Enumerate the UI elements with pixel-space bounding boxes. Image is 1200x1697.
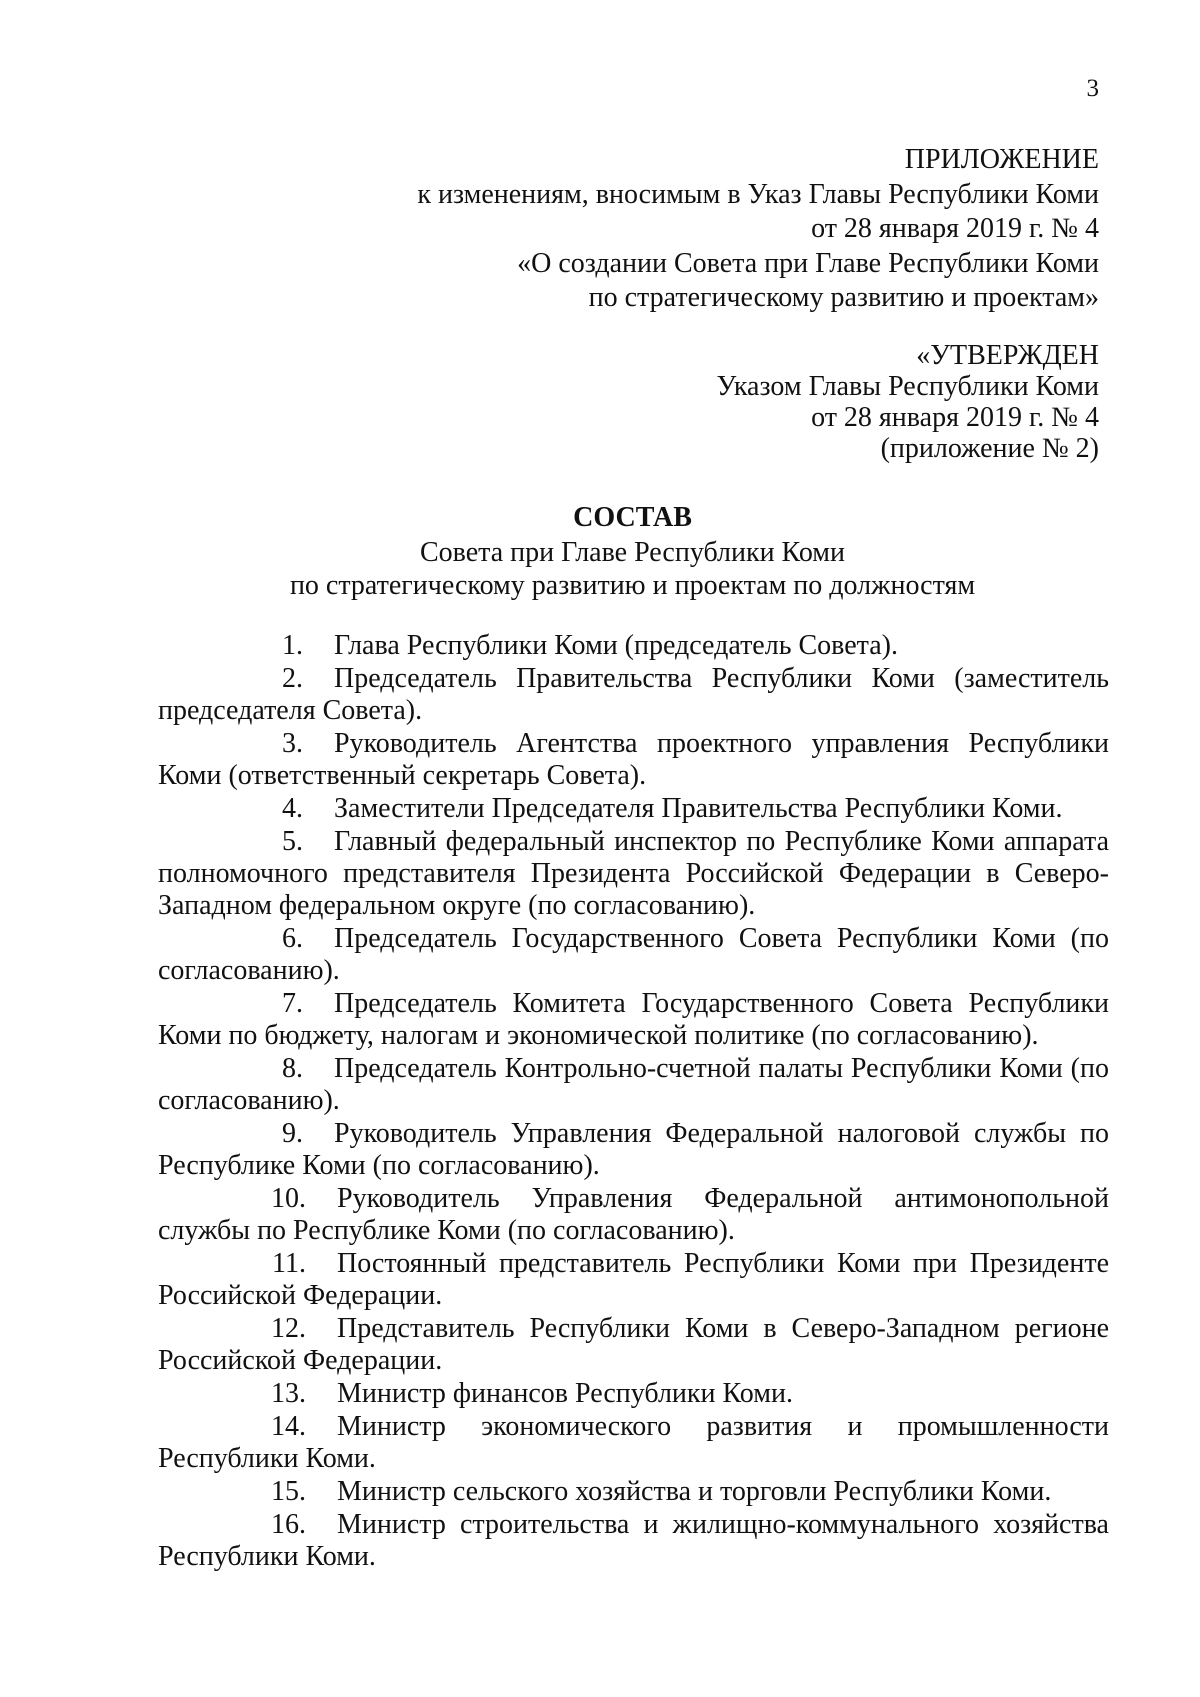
list-item-number: 16. xyxy=(271,1509,306,1540)
list-item-number: 4. xyxy=(282,793,303,824)
list-item-number: 6. xyxy=(282,923,303,954)
list-item-number: 3. xyxy=(282,728,303,759)
list-item xyxy=(158,1053,1109,1117)
list-item-number: 15. xyxy=(271,1476,306,1507)
list-item xyxy=(158,663,1109,727)
appendix-line: к изменениям, вносимым в Указ Главы Республики Коми xyxy=(417,178,1099,210)
composition-heading: СОСТАВ xyxy=(573,502,692,533)
list-item-number: 10. xyxy=(271,1183,306,1214)
appendix-line: от 28 января 2019 г. № 4 xyxy=(811,213,1099,245)
list-item xyxy=(158,1476,1109,1508)
list-item xyxy=(158,1509,1109,1573)
list-item-text: Глава Республики Коми (председатель Совета). xyxy=(334,630,898,661)
list-item xyxy=(158,1378,1109,1410)
list-item-text: Министр строительства и жилищно-коммунального хозяйства Республики Коми. xyxy=(158,1509,1109,1572)
composition-title xyxy=(0,500,1200,602)
list-item-text: Министр финансов Республики Коми. xyxy=(337,1378,793,1409)
list-item-number: 9. xyxy=(282,1118,303,1149)
approval-stamp xyxy=(717,340,1099,464)
approval-title: «УТВЕРЖДЕН xyxy=(916,340,1099,371)
list-item-text: Председатель Правительства Республики Коми (заместитель председателя Совета). xyxy=(158,663,1109,726)
list-item-text: Председатель Государственного Совета Республики Коми (по согласованию). xyxy=(158,923,1109,986)
list-item xyxy=(158,988,1109,1052)
list-item xyxy=(158,793,1109,825)
list-item-number: 5. xyxy=(282,826,303,857)
approval-line: от 28 января 2019 г. № 4 xyxy=(811,402,1099,433)
list-item xyxy=(158,1313,1109,1377)
list-item-number: 11. xyxy=(272,1248,306,1279)
list-item-text: Руководитель Агентства проектного управления Республики Коми (ответственный секретарь Совета). xyxy=(158,728,1109,791)
appendix-title: ПРИЛОЖЕНИЕ xyxy=(904,144,1099,175)
appendix-line: «О создании Совета при Главе Республики Коми xyxy=(517,247,1099,279)
list-item-text: Министр экономического развития и промышленности Республики Коми. xyxy=(158,1411,1109,1474)
list-item-text: Заместители Председателя Правительства Республики Коми. xyxy=(334,793,1063,824)
list-item-number: 13. xyxy=(271,1378,306,1409)
list-item xyxy=(158,1411,1109,1475)
list-item-text: Постоянный представитель Республики Коми при Президенте Российской Федерации. xyxy=(158,1248,1109,1311)
list-item-number: 2. xyxy=(282,663,303,694)
list-item-text: Министр сельского хозяйства и торговли Республики Коми. xyxy=(337,1476,1052,1507)
list-item-number: 12. xyxy=(271,1313,306,1344)
approval-line: Указом Главы Республики Коми xyxy=(716,371,1099,402)
composition-subtitle: по стратегическому развитию и проектам по должностям xyxy=(289,570,976,601)
list-item xyxy=(158,728,1109,792)
list-item-text: Главный федеральный инспектор по Республике Коми аппарата полномочного представителя Президента Российской Федерации в Северо-Западном федеральном округе (по согласованию). xyxy=(158,826,1109,921)
list-item xyxy=(158,630,1109,662)
list-item-text: Председатель Контрольно-счетной палаты Республики Коми (по согласованию). xyxy=(158,1053,1109,1116)
list-item-text: Руководитель Управления Федеральной антимонопольной службы по Республике Коми (по согласованию). xyxy=(158,1183,1109,1246)
list-item-text: Представитель Республики Коми в Северо-Западном регионе Российской Федерации. xyxy=(158,1313,1109,1376)
list-item xyxy=(158,1248,1109,1312)
approval-line: (приложение № 2) xyxy=(880,433,1099,464)
page-number: 3 xyxy=(1086,75,1099,102)
list-item xyxy=(158,826,1109,922)
list-item-number: 8. xyxy=(282,1053,303,1084)
list-item-number: 14. xyxy=(271,1411,306,1442)
list-item xyxy=(158,923,1109,987)
list-item-text: Председатель Комитета Государственного Совета Республики Коми по бюджету, налогам и экономической политике (по согласованию). xyxy=(158,988,1109,1051)
list-item-number: 7. xyxy=(282,988,303,1019)
member-list xyxy=(158,630,1109,1574)
list-item xyxy=(158,1183,1109,1247)
composition-subtitle: Совета при Главе Республики Коми xyxy=(419,537,846,568)
appendix-line: по стратегическому развитию и проектам» xyxy=(588,282,1099,314)
appendix-header xyxy=(417,143,1099,316)
list-item xyxy=(158,1118,1109,1182)
list-item-text: Руководитель Управления Федеральной налоговой службы по Республике Коми (по согласованию). xyxy=(158,1118,1109,1181)
list-item-number: 1. xyxy=(282,630,303,661)
